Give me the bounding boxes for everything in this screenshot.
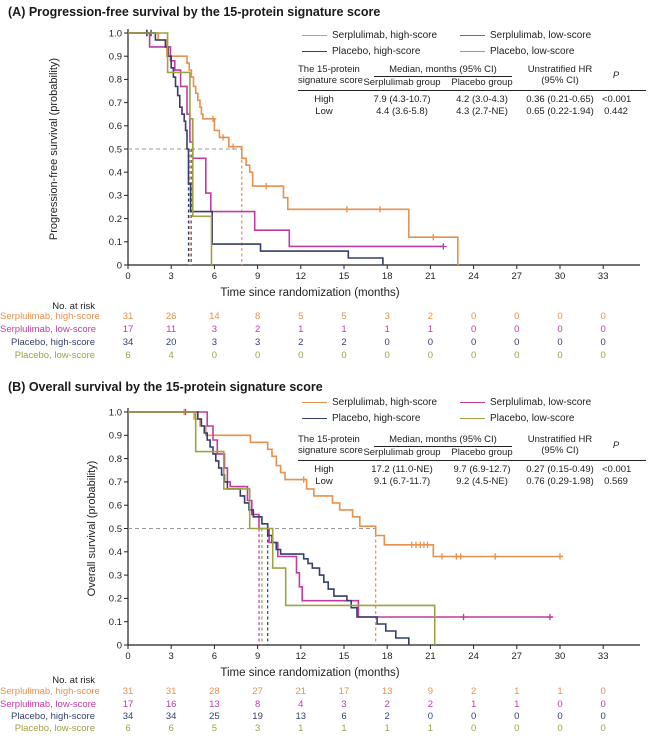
stats-col-header: The 15-protein xyxy=(298,434,360,445)
x-tick-label: 18 xyxy=(381,271,393,282)
x-tick-label: 33 xyxy=(597,271,609,282)
x-tick-label: 24 xyxy=(468,271,479,282)
risk-count: 6 xyxy=(341,711,347,722)
stats-group-header-placebo: Placebo group xyxy=(451,447,513,458)
risk-count: 1 xyxy=(514,686,520,697)
panel-b-legend xyxy=(302,396,632,424)
risk-count: 11 xyxy=(166,324,177,335)
legend-item-placebo-high xyxy=(302,45,460,57)
risk-count: 21 xyxy=(295,686,307,697)
risk-count: 0 xyxy=(514,311,520,322)
risk-count: 0 xyxy=(470,350,477,361)
risk-count: 16 xyxy=(165,699,177,710)
risk-count: 3 xyxy=(341,699,347,710)
legend-item-placebo-low xyxy=(460,412,632,424)
risk-count: 0 xyxy=(600,311,606,322)
x-tick-label: 6 xyxy=(211,651,218,662)
risk-count: 34 xyxy=(122,337,134,348)
risk-count: 0 xyxy=(470,311,477,322)
risk-count: 0 xyxy=(298,350,304,361)
risk-count: 2 xyxy=(341,337,347,348)
stats-hr-header: Unstratified HR xyxy=(527,434,593,445)
panel-b-title: (B) Overall survival by the 15-protein signature score xyxy=(8,380,323,394)
y-tick-label: 0.1 xyxy=(108,617,122,629)
x-tick-label: 21 xyxy=(425,651,436,662)
stats-rule xyxy=(298,90,646,91)
risk-count: 5 xyxy=(341,311,347,322)
risk-count: 20 xyxy=(165,337,177,348)
stats-row-score: High xyxy=(314,464,334,475)
risk-count: 1 xyxy=(427,324,434,335)
stats-median-header: Median, months (95% CI) xyxy=(374,64,512,77)
x-tick-label: 12 xyxy=(295,271,307,282)
y-tick-label: 0.8 xyxy=(108,74,122,86)
x-tick-label: 15 xyxy=(338,651,350,662)
risk-count: 0 xyxy=(514,711,520,722)
risk-count: 19 xyxy=(252,711,263,722)
x-tick-label: 24 xyxy=(468,651,479,662)
legend-label: Placebo, high-score xyxy=(332,412,421,424)
risk-count: 4 xyxy=(168,350,174,361)
risk-count: 17 xyxy=(122,699,134,710)
risk-count: 31 xyxy=(122,311,134,322)
legend-label: Serplulimab, high-score xyxy=(332,396,438,408)
legend-line-swatch xyxy=(302,402,327,403)
risk-count: 0 xyxy=(514,350,520,361)
risk-count: 3 xyxy=(211,324,218,335)
risk-count: 9 xyxy=(427,686,434,697)
risk-row-label: Placebo, high-score xyxy=(11,337,95,348)
x-tick-label: 9 xyxy=(254,271,261,282)
legend-item-serplulimab-low xyxy=(460,396,632,408)
legend-line-swatch xyxy=(302,418,327,419)
stats-row-serplulimab-median: 17.2 (11.0-NE) xyxy=(371,464,433,475)
risk-count: 2 xyxy=(384,699,390,710)
risk-row-label: Serplulimab, high-score xyxy=(0,311,100,322)
x-tick-label: 15 xyxy=(338,271,350,282)
stats-row-placebo-median: 9.7 (6.9-12.7) xyxy=(453,464,511,475)
stats-row-placebo-median: 4.3 (2.7-NE) xyxy=(456,106,508,117)
risk-row-placebo-low xyxy=(0,723,648,735)
risk-count: 3 xyxy=(254,337,261,348)
risk-count: 0 xyxy=(427,350,434,361)
risk-row-placebo-high xyxy=(0,711,648,723)
risk-count: 1 xyxy=(427,723,434,734)
stats-p-header: P xyxy=(612,70,620,81)
y-tick-label: 0.2 xyxy=(108,213,122,225)
panel-a-risk-header: No. at risk xyxy=(52,301,95,312)
risk-count: 13 xyxy=(381,686,393,697)
risk-count: 0 xyxy=(514,723,520,734)
stats-row-p: 0.442 xyxy=(604,106,628,117)
stats-row-score: Low xyxy=(315,476,333,487)
risk-count: 0 xyxy=(470,324,477,335)
stats-row-score: High xyxy=(314,94,334,105)
y-tick-label: 0.5 xyxy=(108,144,122,156)
risk-count: 0 xyxy=(557,324,563,335)
risk-count: 34 xyxy=(165,711,177,722)
stats-row-hr: 0.65 (0.22-1.94) xyxy=(526,106,594,117)
stats-row-serplulimab-median: 7.9 (4.3-10.7) xyxy=(373,94,431,105)
stats-row-score: Low xyxy=(315,106,333,117)
x-tick-label: 0 xyxy=(125,271,131,282)
risk-row-placebo-low xyxy=(0,350,648,362)
risk-count: 0 xyxy=(557,311,563,322)
x-tick-label: 9 xyxy=(254,651,261,662)
legend-label: Serplulimab, high-score xyxy=(332,29,438,41)
x-tick-label: 27 xyxy=(511,651,523,662)
legend-item-placebo-low xyxy=(460,45,632,57)
y-tick-label: 0.7 xyxy=(108,97,122,109)
legend-line-swatch xyxy=(302,35,327,36)
legend-label: Placebo, low-score xyxy=(490,45,575,57)
risk-count: 34 xyxy=(122,711,134,722)
legend-label: Placebo, high-score xyxy=(332,45,421,57)
risk-count: 17 xyxy=(122,324,134,335)
risk-count: 2 xyxy=(298,337,304,348)
risk-count: 0 xyxy=(557,337,563,348)
y-tick-label: 0.8 xyxy=(108,453,122,465)
risk-count: 0 xyxy=(557,723,563,734)
panel-a-legend xyxy=(302,29,632,57)
y-tick-label: 0.7 xyxy=(108,477,122,489)
risk-count: 6 xyxy=(168,723,174,734)
y-tick-label: 0.2 xyxy=(108,593,122,605)
panel-b-stats-table xyxy=(298,434,646,490)
y-tick-label: 0 xyxy=(116,640,122,652)
risk-count: 3 xyxy=(384,311,390,322)
risk-count: 0 xyxy=(470,711,477,722)
risk-count: 2 xyxy=(470,686,477,697)
risk-count: 0 xyxy=(514,324,520,335)
x-axis-label: Time since randomization (months) xyxy=(220,667,400,679)
y-tick-label: 0.3 xyxy=(108,570,122,582)
risk-count: 0 xyxy=(600,337,606,348)
risk-count: 0 xyxy=(427,711,434,722)
x-tick-label: 30 xyxy=(554,651,566,662)
risk-count: 2 xyxy=(384,711,390,722)
risk-row-serplulimab-high xyxy=(0,686,648,698)
stats-col-header: The 15-protein xyxy=(298,64,360,75)
panel-a-title: (A) Progression-free survival by the 15-protein signature score xyxy=(8,5,381,19)
risk-count: 0 xyxy=(557,350,563,361)
stats-row-hr: 0.27 (0.15-0.49) xyxy=(526,464,594,475)
y-axis-label: Progression-free survival (probability) xyxy=(48,57,60,241)
stats-group-header-serplulimab: Serplulimab group xyxy=(363,77,441,88)
risk-row-label: Serplulimab, low-score xyxy=(0,324,97,335)
legend-item-serplulimab-low xyxy=(460,29,632,41)
risk-count: 0 xyxy=(427,337,434,348)
risk-count: 5 xyxy=(211,723,218,734)
risk-count: 3 xyxy=(254,723,261,734)
y-tick-label: 0.9 xyxy=(108,430,122,442)
risk-count: 17 xyxy=(338,686,350,697)
risk-count: 0 xyxy=(514,337,520,348)
risk-count: 0 xyxy=(470,723,477,734)
legend-line-swatch xyxy=(460,418,485,419)
x-tick-label: 18 xyxy=(381,651,393,662)
stats-col-header: signature score xyxy=(298,445,363,456)
stats-hr-header: (95% CI) xyxy=(541,75,579,86)
stats-row-placebo-median: 9.2 (4.5-NE) xyxy=(456,476,508,487)
risk-count: 25 xyxy=(209,711,220,722)
risk-count: 28 xyxy=(209,686,220,697)
risk-count: 31 xyxy=(165,686,177,697)
x-tick-label: 3 xyxy=(168,271,174,282)
risk-count: 0 xyxy=(384,337,390,348)
risk-count: 1 xyxy=(384,723,390,734)
stats-row-serplulimab-median: 9.1 (6.7-11.7) xyxy=(373,476,431,487)
risk-count: 0 xyxy=(341,350,347,361)
x-tick-label: 0 xyxy=(125,651,131,662)
risk-count: 1 xyxy=(341,723,347,734)
risk-count: 1 xyxy=(298,324,304,335)
x-tick-label: 3 xyxy=(168,651,174,662)
stats-group-header-serplulimab: Serplulimab group xyxy=(363,447,441,458)
stats-rule xyxy=(298,460,646,461)
risk-count: 1 xyxy=(298,723,304,734)
x-tick-label: 30 xyxy=(554,271,566,282)
risk-count: 13 xyxy=(209,699,220,710)
legend-line-swatch xyxy=(460,402,485,403)
risk-count: 0 xyxy=(600,350,606,361)
legend-label: Serplulimab, low-score xyxy=(490,29,592,41)
x-tick-label: 6 xyxy=(211,271,218,282)
risk-count: 0 xyxy=(600,699,606,710)
stats-row-hr: 0.76 (0.29-1.98) xyxy=(526,476,594,487)
risk-row-label: Placebo, high-score xyxy=(11,711,95,722)
y-tick-label: 1.0 xyxy=(108,28,122,40)
risk-count: 0 xyxy=(600,324,606,335)
risk-count: 2 xyxy=(254,324,261,335)
stats-row-p: <0.001 xyxy=(602,464,632,475)
risk-row-label: Serplulimab, low-score xyxy=(0,699,97,710)
risk-count: 2 xyxy=(427,699,434,710)
risk-count: 4 xyxy=(298,699,304,710)
legend-item-placebo-high xyxy=(302,412,460,424)
risk-count: 6 xyxy=(125,350,131,361)
risk-count: 14 xyxy=(209,311,220,322)
stats-hr-header: (95% CI) xyxy=(541,445,579,456)
risk-row-placebo-high xyxy=(0,337,648,349)
risk-count: 0 xyxy=(557,711,563,722)
risk-count: 5 xyxy=(298,311,304,322)
risk-count: 0 xyxy=(384,350,390,361)
legend-label: Serplulimab, low-score xyxy=(490,396,592,408)
stats-col-header: signature score xyxy=(298,75,363,86)
legend-line-swatch xyxy=(302,51,327,52)
x-tick-label: 12 xyxy=(295,651,307,662)
risk-count: 1 xyxy=(470,699,477,710)
y-tick-label: 1.0 xyxy=(108,407,122,419)
risk-count: 0 xyxy=(254,350,261,361)
risk-count: 1 xyxy=(384,324,390,335)
panel-b-risk-header: No. at risk xyxy=(52,675,95,686)
stats-row-serplulimab-median: 4.4 (3.6-5.8) xyxy=(376,106,428,117)
y-tick-label: 0.5 xyxy=(108,523,122,535)
legend-item-serplulimab-high xyxy=(302,396,460,408)
stats-row-p: 0.569 xyxy=(604,476,628,487)
legend-item-serplulimab-high xyxy=(302,29,460,41)
x-tick-label: 27 xyxy=(511,271,523,282)
risk-count: 0 xyxy=(470,337,477,348)
risk-row-serplulimab-low xyxy=(0,699,648,711)
y-tick-label: 0.1 xyxy=(108,237,122,249)
risk-count: 1 xyxy=(514,699,520,710)
x-axis-label: Time since randomization (months) xyxy=(220,287,400,299)
risk-count: 13 xyxy=(295,711,307,722)
stats-row-hr: 0.36 (0.21-0.65) xyxy=(526,94,594,105)
risk-count: 31 xyxy=(122,686,134,697)
legend-label: Placebo, low-score xyxy=(490,412,575,424)
risk-count: 8 xyxy=(254,699,261,710)
stats-group-header-placebo: Placebo group xyxy=(451,77,513,88)
y-tick-label: 0.3 xyxy=(108,190,122,202)
risk-count: 0 xyxy=(211,350,218,361)
y-tick-label: 0.9 xyxy=(108,51,122,63)
stats-row-placebo-median: 4.2 (3.0-4.3) xyxy=(456,94,508,105)
risk-count: 27 xyxy=(252,686,263,697)
risk-row-label: Placebo, low-score xyxy=(14,723,95,734)
risk-count: 26 xyxy=(165,311,177,322)
y-tick-label: 0.6 xyxy=(108,121,122,133)
risk-count: 8 xyxy=(254,311,261,322)
legend-line-swatch xyxy=(460,51,485,52)
risk-count: 3 xyxy=(211,337,218,348)
risk-count: 1 xyxy=(557,686,563,697)
stats-hr-header: Unstratified HR xyxy=(527,64,593,75)
y-axis-label: Overall survival (probability) xyxy=(86,460,98,597)
stats-median-header: Median, months (95% CI) xyxy=(374,434,512,447)
risk-row-serplulimab-low xyxy=(0,324,648,336)
stats-p-header: P xyxy=(612,440,620,451)
risk-count: 0 xyxy=(600,686,606,697)
risk-count: 6 xyxy=(125,723,131,734)
y-tick-label: 0.6 xyxy=(108,500,122,512)
panel-a-stats-table xyxy=(298,64,646,120)
y-tick-label: 0.4 xyxy=(108,547,122,559)
x-tick-label: 33 xyxy=(597,651,609,662)
risk-count: 0 xyxy=(600,723,606,734)
risk-count: 0 xyxy=(557,699,563,710)
x-tick-label: 21 xyxy=(425,271,436,282)
risk-row-label: Serplulimab, high-score xyxy=(0,686,100,697)
y-tick-label: 0 xyxy=(116,260,122,272)
risk-count: 2 xyxy=(427,311,434,322)
risk-count: 1 xyxy=(341,324,347,335)
stats-row-p: <0.001 xyxy=(602,94,632,105)
legend-line-swatch xyxy=(460,35,485,36)
y-tick-label: 0.4 xyxy=(108,167,122,179)
risk-count: 0 xyxy=(600,711,606,722)
risk-row-label: Placebo, low-score xyxy=(14,350,95,361)
risk-row-serplulimab-high xyxy=(0,311,648,323)
